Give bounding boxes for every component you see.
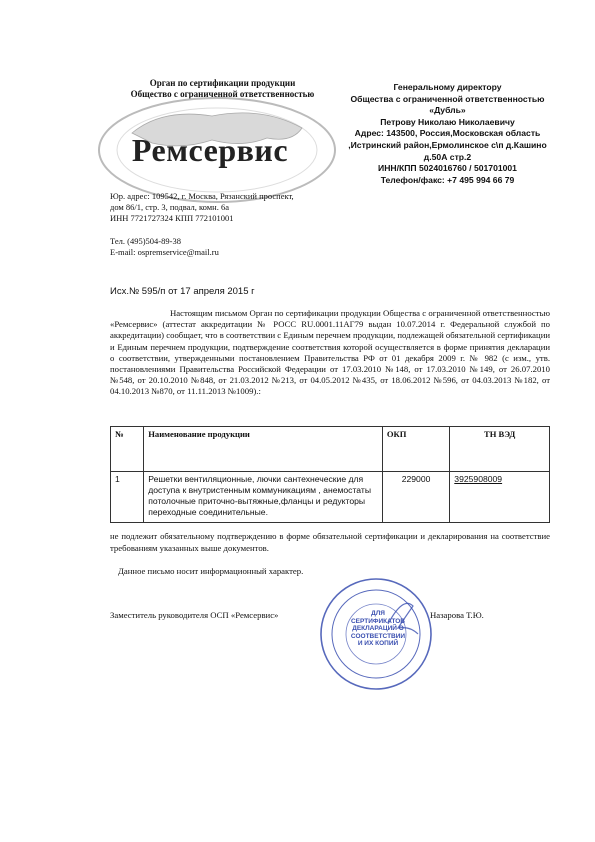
signer-title: Заместитель руководителя ОСП «Ремсервис» <box>110 610 279 620</box>
table-cell-num: 1 <box>111 472 144 523</box>
table-cell-okp: 229000 <box>382 472 449 523</box>
product-table <box>110 426 550 523</box>
org-address-line: дом 86/1, стр. 3, подвал, комн. 6а <box>110 202 229 212</box>
reference-number: Исх.№ 595/п от 17 апреля 2015 г <box>110 286 255 297</box>
org-phone: Тел. (495)504-89-38 <box>110 236 181 246</box>
org-address-line: Юр. адрес: 109542, г. Москва, Рязанский проспект, <box>110 191 294 201</box>
stamp-text <box>348 610 408 648</box>
table-header-cell: Наименование продукции <box>144 427 383 472</box>
table-cell-tnved: 3925908009 <box>450 472 550 523</box>
recipient-line: ,Истринский район,Ермолинское с\п д.Кашино <box>348 139 547 150</box>
table-header-row <box>111 427 550 472</box>
stamp-text-line: ДЛЯ <box>371 610 385 617</box>
recipient-line: Телефон/факс: +7 495 994 66 79 <box>380 174 515 185</box>
after-table-text: не подлежит обязательному подтверждению в форме обязательной сертификации и декларирования на соответствие требованиям указанных выше документов. <box>110 531 550 553</box>
stamp-text-line: СЕРТИФИКАТОВ <box>350 617 406 625</box>
stamp-text-line: ДЕКЛАРАЦИЙ О <box>352 625 404 632</box>
recipient-line: «Дубль» <box>429 105 466 116</box>
table-header-cell: ТН ВЭД <box>450 427 550 472</box>
stamp-text-line: СООТВЕТСТВИИ <box>350 632 406 640</box>
recipient-line: Адрес: 143500, Россия,Московская область <box>354 128 541 139</box>
table-header-cell: № <box>111 427 144 472</box>
signer-name: Назарова Т.Ю. <box>430 610 484 620</box>
table-header-cell: ОКП <box>382 427 449 472</box>
org-address-line: ИНН 7721727324 КПП 772101001 <box>110 213 234 223</box>
org-contact <box>110 236 355 258</box>
recipient-line: д.50А стр.2 <box>423 151 472 162</box>
org-address <box>110 191 355 224</box>
body-paragraph: Настоящим письмом Орган по сертификации продукции Общества с ограниченной ответственностью «Ремсервис» (аттестат аккредитации № РОСС RU.0001.11АГ79 выдан 10.07.2014 г. Федеральной службой по аккредитации) сообщает, что в соответствии с Единым перечнем продукции, подлежащей обязательной сертификации и Единым перечнем продукции, подтверждение соответствия которой осуществляется в форме принятия декларации о соответствии, утвержденными постановлением Правительства РФ от 01 декабря 2009 г. № 982 (с изм., утв. постановлениями Правительства Российской Федерации от 17.03.2010 №148, от 17.03.2010 №149, от 26.07.2010 №548, от 20.10.2010 №848, от 21.03.2012 №213, от 04.05.2012 №435, от 18.06.2012 №596, от 04.03.2013 №182, от 04.10.2013 №870, от 11.11.2013 №1009).: <box>110 308 550 397</box>
org-email: E-mail: ospremservice@mail.ru <box>110 247 219 257</box>
info-note: Данное письмо носит информационный характер. <box>118 566 304 576</box>
stamp-text-line: И ИХ КОПИЙ <box>357 640 399 647</box>
org-header-line1: Орган по сертификации продукции <box>149 78 296 88</box>
table-row <box>111 472 550 523</box>
recipient-block <box>335 82 560 186</box>
recipient-line: Генеральному директору <box>393 82 502 92</box>
recipient-line: Общества с ограниченной ответственностью <box>350 93 545 104</box>
logo-text: Ремсервис <box>131 132 289 168</box>
table-cell-name: Решетки вентиляционные, лючки сантехнеческие для доступа к внутристенным коммуникациям , анемостаты потолочные приточно-вытяжные,фланцы и редукторы переходные соединительные. <box>144 472 383 523</box>
org-header-line2: Общество с ограниченной ответственностью <box>130 89 315 99</box>
recipient-line: ИНН/КПП 5024016760 / 501701001 <box>378 163 517 174</box>
recipient-line: Петрову Николаю Николаевичу <box>380 116 515 127</box>
